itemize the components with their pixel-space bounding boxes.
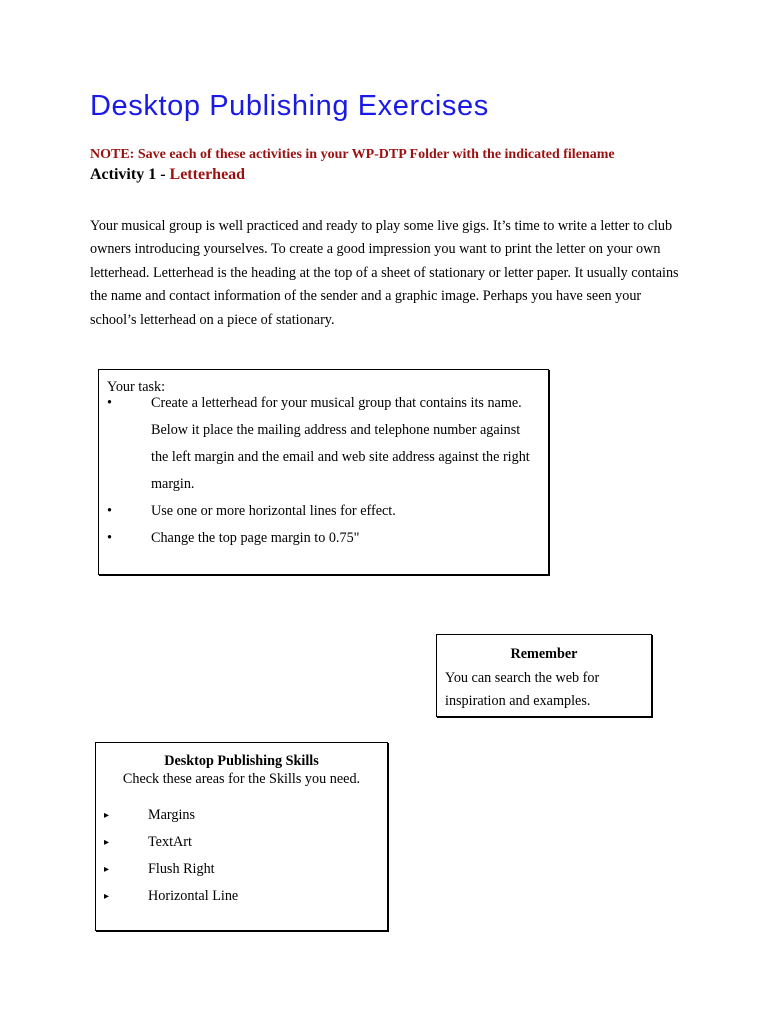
arrow-bullet-icon: ▸ [104,864,110,875]
skills-box [95,742,388,931]
save-note: NOTE: Save each of these activities in your WP-DTP Folder with the indicated filename [90,147,615,162]
arrow-bullet-icon: ▸ [104,837,110,848]
task-list [107,390,540,552]
skills-title: Desktop Publishing Skills [164,753,319,769]
bullet-icon: • [107,395,112,411]
skill-item [104,802,379,829]
activity-name: Letterhead [169,166,246,183]
remember-text: You can search the web for inspiration and examples. [445,670,600,709]
skills-subtitle: Check these areas for the Skills you need. [122,771,361,787]
task-box [98,369,549,575]
task-item-text: Create a letterhead for your musical group that contains its name. Below it place the mailing address and telephone number against the left margin and the email and web site address against the right margin. [151,395,530,492]
skill-item-text: TextArt [148,834,192,850]
skill-item-text: Flush Right [148,861,215,877]
skill-item-text: Margins [148,807,196,823]
activity-label: Activity 1 - [90,166,170,183]
skill-item [104,856,379,883]
task-item [107,525,540,552]
arrow-bullet-icon: ▸ [104,891,110,902]
activity-heading [90,166,245,184]
task-heading: Your task: [107,379,166,395]
skill-item-text: Horizontal Line [148,888,239,904]
task-item-text: Change the top page margin to 0.75" [151,530,360,546]
remember-box [436,634,652,717]
task-item [107,390,540,498]
intro-paragraph: Your musical group is well practiced and ready to play some live gigs. It’s time to write a letter to club owners introducing yourselves. To create a good impression you want to print the letter on your own letterhead. Letterhead is the heading at the top of a sheet of stationary or letter paper. It usually contains the name and contact information of the sender and a graphic image. Perhaps you have seen your school’s letterhead on a piece of stationary. [90,218,679,328]
skill-item [104,883,379,910]
task-item [107,498,540,525]
skills-list [104,802,379,910]
bullet-icon: • [107,530,112,546]
arrow-bullet-icon: ▸ [104,810,110,821]
remember-title: Remember [510,646,578,662]
page-title: Desktop Publishing Exercises [90,90,489,122]
bullet-icon: • [107,503,112,519]
skill-item [104,829,379,856]
task-item-text: Use one or more horizontal lines for effect. [151,503,396,519]
